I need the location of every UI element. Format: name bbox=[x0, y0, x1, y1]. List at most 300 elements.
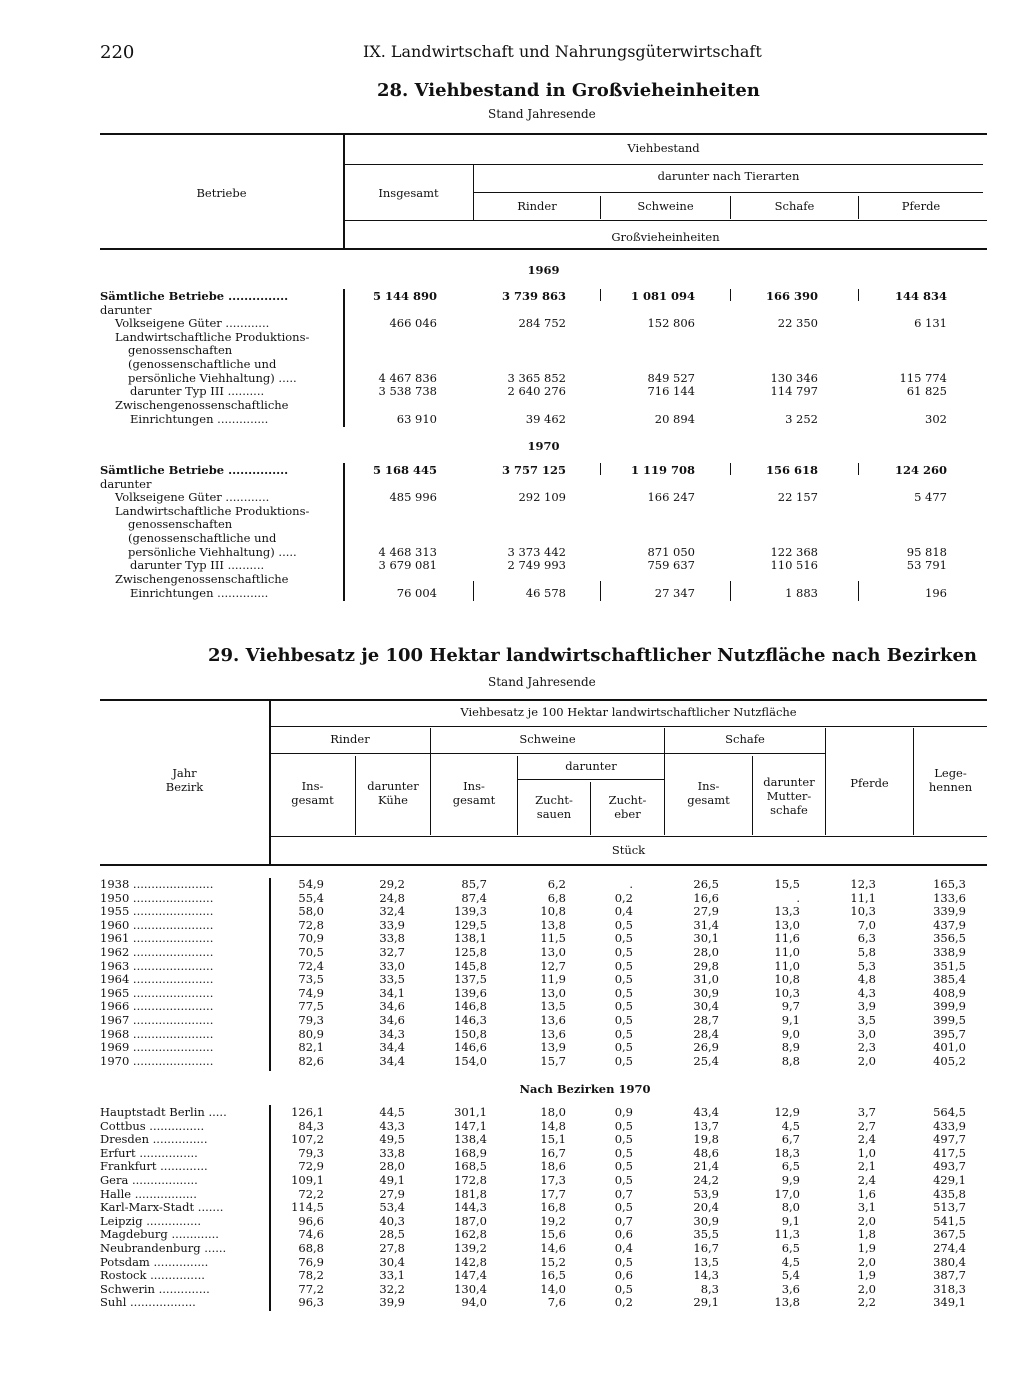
row-label: Einrichtungen .............. bbox=[130, 586, 269, 600]
table-cell: 30,1 bbox=[693, 931, 719, 946]
table-cell: 0,5 bbox=[614, 1200, 633, 1215]
table-cell: 44,5 bbox=[379, 1105, 405, 1119]
table-cell: 8,3 bbox=[700, 1281, 719, 1296]
row-label: Zwischengenossenschaftliche bbox=[115, 398, 289, 412]
table-cell: 5 168 445 bbox=[372, 463, 437, 477]
table-row bbox=[0, 1268, 1024, 1282]
col-legehennen-2: hennen bbox=[928, 780, 973, 794]
row-label: 1964 ...................... bbox=[100, 972, 214, 987]
table-cell: 0,6 bbox=[614, 1227, 633, 1242]
table-cell: 168,9 bbox=[454, 1145, 487, 1160]
table-cell: 63 910 bbox=[396, 412, 437, 426]
table-cell: 11,6 bbox=[774, 931, 800, 946]
col-mutterschafe-3: schafe bbox=[770, 803, 808, 817]
table-cell: 33,8 bbox=[379, 931, 405, 946]
col-schweine: Schweine bbox=[519, 732, 576, 746]
table-cell: 125,8 bbox=[454, 945, 487, 959]
row-label: 1968 ...................... bbox=[100, 1026, 214, 1041]
table-cell: 433,9 bbox=[933, 1118, 966, 1133]
rule bbox=[343, 289, 345, 427]
table-cell: 10,8 bbox=[774, 972, 800, 987]
table-cell: 139,6 bbox=[454, 985, 487, 1000]
table-cell: 15,2 bbox=[540, 1254, 566, 1269]
table-cell: 26,5 bbox=[693, 877, 719, 891]
table-row bbox=[0, 1146, 1024, 1160]
table-cell: 274,4 bbox=[933, 1241, 966, 1255]
table-cell: 9,7 bbox=[781, 999, 800, 1014]
col-mutterschafe-2: Mutter- bbox=[766, 789, 812, 803]
rule bbox=[269, 878, 271, 1071]
table-row bbox=[0, 490, 1024, 504]
table-row bbox=[0, 999, 1024, 1013]
table29-title: 29. Viehbesatz je 100 Hektar landwirtschaftlicher Nutzfläche nach Bezirken bbox=[208, 645, 977, 666]
table-cell: 5,3 bbox=[857, 958, 876, 973]
table-row bbox=[0, 1013, 1024, 1027]
table-cell: 137,5 bbox=[454, 972, 487, 987]
table-cell: 9,1 bbox=[781, 1213, 800, 1228]
year-1970: 1970 bbox=[527, 439, 560, 453]
table-cell: 0,7 bbox=[614, 1213, 633, 1228]
table-cell: 11,0 bbox=[774, 945, 800, 959]
table-cell: 34,3 bbox=[379, 1026, 405, 1041]
row-label: darunter Typ III .......... bbox=[130, 558, 265, 572]
table-row bbox=[0, 572, 1024, 586]
table-row bbox=[0, 1040, 1024, 1054]
table-cell: 77,2 bbox=[298, 1281, 324, 1296]
table-cell: 485 996 bbox=[389, 490, 437, 504]
row-label: 1966 ...................... bbox=[100, 999, 214, 1014]
table-cell: 72,8 bbox=[298, 917, 324, 932]
table-cell: 3 365 852 bbox=[507, 371, 566, 385]
row-label: Dresden ............... bbox=[100, 1132, 208, 1147]
table-cell: 138,4 bbox=[454, 1132, 487, 1147]
table-cell: 53,9 bbox=[693, 1186, 719, 1201]
table-cell: 493,7 bbox=[933, 1159, 966, 1174]
table-cell: 46 578 bbox=[525, 586, 566, 600]
table-cell: 172,8 bbox=[454, 1173, 487, 1187]
table-cell: 34,6 bbox=[379, 999, 405, 1014]
table-cell: 130 346 bbox=[770, 371, 818, 385]
table-cell: 94,0 bbox=[461, 1295, 487, 1310]
table-cell: 33,1 bbox=[379, 1268, 405, 1283]
table-cell: 53 791 bbox=[906, 558, 947, 572]
table-cell: 152 806 bbox=[647, 316, 695, 330]
table-cell: 114,5 bbox=[291, 1200, 324, 1215]
rule bbox=[343, 463, 345, 601]
table-cell: 20,4 bbox=[693, 1200, 719, 1215]
rule bbox=[473, 192, 983, 193]
rule bbox=[730, 289, 731, 301]
year-1969: 1969 bbox=[527, 263, 560, 277]
table-cell: . bbox=[629, 877, 633, 891]
row-label: 1970 ...................... bbox=[100, 1053, 214, 1068]
table-cell: 8,0 bbox=[781, 1200, 800, 1215]
row-label: Volkseigene Güter ............ bbox=[115, 490, 270, 504]
table-row bbox=[0, 289, 1024, 303]
table-cell: 73,5 bbox=[298, 972, 324, 987]
table-cell: 124 260 bbox=[894, 463, 947, 477]
table-cell: 156 618 bbox=[765, 463, 818, 477]
row-label: Einrichtungen .............. bbox=[130, 412, 269, 426]
table-cell: 0,2 bbox=[614, 890, 633, 905]
table-cell: 82,6 bbox=[298, 1053, 324, 1068]
table-cell: 3,6 bbox=[781, 1281, 800, 1296]
table-row bbox=[0, 357, 1024, 371]
row-label: Sämtliche Betriebe ............... bbox=[100, 289, 289, 303]
table-cell: 385,4 bbox=[933, 972, 966, 987]
table-cell: 168,5 bbox=[454, 1159, 487, 1174]
table-cell: 8,8 bbox=[781, 1053, 800, 1068]
table-cell: 80,9 bbox=[298, 1026, 324, 1041]
col-schafe: Schafe bbox=[725, 732, 765, 746]
table-cell: 17,3 bbox=[540, 1173, 566, 1187]
table-row bbox=[0, 1187, 1024, 1201]
table-cell: 2 749 993 bbox=[507, 558, 566, 572]
row-label: Neubrandenburg ...... bbox=[100, 1241, 227, 1255]
table-cell: 14,8 bbox=[540, 1118, 566, 1133]
table-cell: 144,3 bbox=[454, 1200, 487, 1215]
rule bbox=[343, 220, 987, 221]
rule bbox=[269, 836, 987, 837]
table-cell: 9,9 bbox=[781, 1173, 800, 1187]
row-label: 1950 ...................... bbox=[100, 890, 214, 905]
table-cell: 129,5 bbox=[454, 917, 487, 932]
table-cell: 28,0 bbox=[693, 945, 719, 959]
col-rinder-gesamt: gesamt bbox=[291, 793, 334, 807]
col-pferde: Pferde bbox=[850, 776, 889, 790]
table-cell: 77,5 bbox=[298, 999, 324, 1014]
table-row bbox=[0, 316, 1024, 330]
row-label: darunter Typ III .......... bbox=[130, 384, 265, 398]
table-cell: 15,6 bbox=[540, 1227, 566, 1242]
table-cell: 33,5 bbox=[379, 972, 405, 987]
col-schweine: Schweine bbox=[637, 199, 694, 213]
table-cell: 33,0 bbox=[379, 958, 405, 973]
table-cell: 29,8 bbox=[693, 958, 719, 973]
table-cell: 39,9 bbox=[379, 1295, 405, 1310]
table-row bbox=[0, 303, 1024, 317]
table-cell: 1,6 bbox=[857, 1186, 876, 1201]
table-cell: 34,6 bbox=[379, 1013, 405, 1027]
table-cell: 133,6 bbox=[933, 890, 966, 905]
table-cell: 187,0 bbox=[454, 1213, 487, 1228]
table-row bbox=[0, 1132, 1024, 1146]
col-kuehe-darunter: darunter bbox=[367, 779, 419, 793]
table-cell: 166 390 bbox=[765, 289, 818, 303]
table-cell: 0,4 bbox=[614, 904, 633, 919]
table-cell: 144 834 bbox=[894, 289, 947, 303]
rule bbox=[343, 164, 983, 165]
table-cell: 12,9 bbox=[774, 1105, 800, 1119]
table-cell: 9,1 bbox=[781, 1013, 800, 1027]
rule bbox=[858, 581, 859, 601]
table-cell: 31,4 bbox=[693, 917, 719, 932]
table-cell: 84,3 bbox=[298, 1118, 324, 1133]
table-cell: 181,8 bbox=[454, 1186, 487, 1201]
rule bbox=[100, 864, 987, 866]
table-cell: 95 818 bbox=[906, 545, 947, 559]
table-cell: 162,8 bbox=[454, 1227, 487, 1242]
table-cell: 110 516 bbox=[770, 558, 818, 572]
table-cell: 27,9 bbox=[379, 1186, 405, 1201]
table-cell: 716 144 bbox=[647, 384, 695, 398]
table-cell: 6,5 bbox=[781, 1241, 800, 1255]
table-cell: 196 bbox=[925, 586, 947, 600]
table-cell: 10,8 bbox=[540, 904, 566, 919]
table-row bbox=[0, 904, 1024, 918]
table-cell: 146,6 bbox=[454, 1040, 487, 1055]
table-cell: 4 467 836 bbox=[378, 371, 437, 385]
table-cell: 395,7 bbox=[933, 1026, 966, 1041]
page-number: 220 bbox=[100, 42, 135, 63]
table-cell: 6,3 bbox=[857, 931, 876, 946]
rule bbox=[100, 133, 987, 135]
table-cell: 139,3 bbox=[454, 904, 487, 919]
table-cell: 11,3 bbox=[774, 1227, 800, 1242]
table-cell: 166 247 bbox=[647, 490, 695, 504]
table-cell: 0,5 bbox=[614, 985, 633, 1000]
table-cell: 34,1 bbox=[379, 985, 405, 1000]
col-schafe: Schafe bbox=[774, 199, 815, 213]
table-cell: 25,4 bbox=[693, 1053, 719, 1068]
table-cell: 3 739 863 bbox=[501, 289, 566, 303]
table-cell: 34,4 bbox=[379, 1040, 405, 1055]
table-cell: 15,5 bbox=[774, 877, 800, 891]
table-cell: 14,0 bbox=[540, 1281, 566, 1296]
table-row bbox=[0, 1214, 1024, 1228]
table-cell: 27 347 bbox=[654, 586, 695, 600]
table-cell: 11,1 bbox=[850, 890, 876, 905]
table-cell: 43,3 bbox=[379, 1118, 405, 1133]
table-cell: 437,9 bbox=[933, 917, 966, 932]
table-cell: 2 640 276 bbox=[507, 384, 566, 398]
table-cell: 115 774 bbox=[899, 371, 947, 385]
table-cell: 78,2 bbox=[298, 1268, 324, 1283]
table-cell: 40,3 bbox=[379, 1213, 405, 1228]
table-row bbox=[0, 545, 1024, 559]
table-row bbox=[0, 343, 1024, 357]
table-cell: 20 894 bbox=[654, 412, 695, 426]
table-cell: 10,3 bbox=[774, 985, 800, 1000]
table-cell: 32,4 bbox=[379, 904, 405, 919]
table-cell: 13,8 bbox=[774, 1295, 800, 1310]
table-row bbox=[0, 517, 1024, 531]
table-cell: 107,2 bbox=[291, 1132, 324, 1147]
table-cell: 13,6 bbox=[540, 1013, 566, 1027]
table-cell: 356,5 bbox=[933, 931, 966, 946]
row-label: Potsdam ............... bbox=[100, 1254, 209, 1269]
col-darunter: darunter nach Tierarten bbox=[657, 169, 800, 183]
row-label: 1969 ...................... bbox=[100, 1040, 214, 1055]
table-cell: 408,9 bbox=[933, 985, 966, 1000]
row-label: Halle ................. bbox=[100, 1186, 197, 1201]
table-cell: 1 883 bbox=[785, 586, 818, 600]
table-cell: 6,5 bbox=[781, 1159, 800, 1174]
table-cell: 0,5 bbox=[614, 972, 633, 987]
col-jahr: Jahr bbox=[172, 766, 197, 780]
rule bbox=[269, 753, 825, 754]
table-cell: 5,8 bbox=[857, 945, 876, 959]
table-row bbox=[0, 1282, 1024, 1296]
table-cell: 0,5 bbox=[614, 1173, 633, 1187]
table-cell: 76,9 bbox=[298, 1254, 324, 1269]
table-row bbox=[0, 558, 1024, 572]
table-row bbox=[0, 986, 1024, 1000]
table-cell: 541,5 bbox=[933, 1213, 966, 1228]
col-schweine-gesamt: gesamt bbox=[452, 793, 496, 807]
table-row bbox=[0, 1295, 1024, 1309]
col-zuchteber-2: eber bbox=[614, 807, 641, 821]
table-cell: 146,3 bbox=[454, 1013, 487, 1027]
table-cell: 4,5 bbox=[781, 1118, 800, 1133]
table-cell: 16,7 bbox=[540, 1145, 566, 1160]
table-cell: 435,8 bbox=[933, 1186, 966, 1201]
table-cell: 284 752 bbox=[518, 316, 566, 330]
table-row bbox=[0, 972, 1024, 986]
table-cell: . bbox=[796, 890, 800, 905]
table-cell: 74,6 bbox=[298, 1227, 324, 1242]
table-cell: 96,3 bbox=[298, 1295, 324, 1310]
row-label: persönliche Viehhaltung) ..... bbox=[128, 545, 297, 559]
table-cell: 16,5 bbox=[540, 1268, 566, 1283]
table-cell: 13,5 bbox=[540, 999, 566, 1014]
table-cell: 6,7 bbox=[781, 1132, 800, 1147]
row-label: genossenschaften bbox=[128, 343, 233, 357]
table-cell: 17,0 bbox=[774, 1186, 800, 1201]
row-label: Zwischengenossenschaftliche bbox=[115, 572, 289, 586]
table-cell: 0,5 bbox=[614, 1254, 633, 1269]
table-row bbox=[0, 891, 1024, 905]
table-cell: 39 462 bbox=[525, 412, 566, 426]
row-label: Volkseigene Güter ............ bbox=[115, 316, 270, 330]
table-cell: 367,5 bbox=[933, 1227, 966, 1242]
row-label: Frankfurt ............. bbox=[100, 1159, 208, 1174]
table-cell: 29,1 bbox=[693, 1295, 719, 1310]
table-row bbox=[0, 1119, 1024, 1133]
table-row bbox=[0, 1027, 1024, 1041]
table-row bbox=[0, 1105, 1024, 1119]
table-cell: 79,3 bbox=[298, 1145, 324, 1160]
table-cell: 146,8 bbox=[454, 999, 487, 1014]
table-cell: 147,4 bbox=[454, 1268, 487, 1283]
table-cell: 19,8 bbox=[693, 1132, 719, 1147]
table-row bbox=[0, 1241, 1024, 1255]
table-cell: 14,6 bbox=[540, 1241, 566, 1255]
row-label: darunter bbox=[100, 477, 152, 491]
table-cell: 18,3 bbox=[774, 1145, 800, 1160]
table-cell: 43,4 bbox=[693, 1105, 719, 1119]
col-viehbestand: Viehbestand bbox=[627, 141, 700, 155]
table-cell: 1 081 094 bbox=[630, 289, 695, 303]
table-cell: 15,7 bbox=[540, 1053, 566, 1068]
table-cell: 35,5 bbox=[693, 1227, 719, 1242]
rule bbox=[269, 726, 987, 727]
row-label: Hauptstadt Berlin ..... bbox=[100, 1105, 227, 1119]
table-cell: 5 144 890 bbox=[372, 289, 437, 303]
table-cell: 3 538 738 bbox=[378, 384, 437, 398]
table-cell: 49,5 bbox=[379, 1132, 405, 1147]
col-insgesamt: Insgesamt bbox=[378, 186, 439, 200]
chapter-title: IX. Landwirtschaft und Nahrungsgüterwirtschaft bbox=[363, 42, 762, 61]
table-cell: 18,6 bbox=[540, 1159, 566, 1174]
row-label: Magdeburg ............. bbox=[100, 1227, 219, 1242]
table-row bbox=[0, 931, 1024, 945]
table-row bbox=[0, 1173, 1024, 1187]
table-cell: 165,3 bbox=[933, 877, 966, 891]
table-cell: 28,0 bbox=[379, 1159, 405, 1174]
table-cell: 13,3 bbox=[774, 904, 800, 919]
table-cell: 12,7 bbox=[540, 958, 566, 973]
col-betriebe: Betriebe bbox=[196, 186, 247, 200]
table-cell: 87,4 bbox=[461, 890, 487, 905]
row-label: Suhl .................. bbox=[100, 1295, 196, 1310]
table-cell: 13,9 bbox=[540, 1040, 566, 1055]
table-cell: 0,5 bbox=[614, 917, 633, 932]
col-zuchtsauen-1: Zucht- bbox=[535, 793, 573, 807]
col-main: Viehbesatz je 100 Hektar landwirtschaftlicher Nutzfläche bbox=[460, 705, 797, 719]
table-row bbox=[0, 371, 1024, 385]
table-cell: 3,1 bbox=[857, 1200, 876, 1215]
table-cell: 4,5 bbox=[781, 1254, 800, 1269]
section-nach-bezirken: Nach Bezirken 1970 bbox=[519, 1082, 651, 1096]
table-cell: 380,4 bbox=[933, 1254, 966, 1269]
table-cell: 0,5 bbox=[614, 1013, 633, 1027]
table-cell: 122 368 bbox=[770, 545, 818, 559]
rule bbox=[730, 463, 731, 475]
col-legehennen-1: Lege- bbox=[934, 766, 967, 780]
table-cell: 7,0 bbox=[857, 917, 876, 932]
table-cell: 1 119 708 bbox=[630, 463, 695, 477]
rule bbox=[600, 289, 601, 301]
rule bbox=[517, 779, 664, 780]
table-cell: 15,1 bbox=[540, 1132, 566, 1147]
table-cell: 0,5 bbox=[614, 945, 633, 959]
table-cell: 14,3 bbox=[693, 1268, 719, 1283]
table-cell: 109,1 bbox=[291, 1173, 324, 1187]
rule bbox=[600, 581, 601, 601]
table-cell: 399,9 bbox=[933, 999, 966, 1014]
col-bezirk: Bezirk bbox=[165, 780, 204, 794]
table-cell: 302 bbox=[925, 412, 947, 426]
row-label: 1962 ...................... bbox=[100, 945, 214, 959]
table-row bbox=[0, 330, 1024, 344]
row-label: 1955 ...................... bbox=[100, 904, 214, 919]
row-label: 1938 ...................... bbox=[100, 877, 214, 891]
table-cell: 4,8 bbox=[857, 972, 876, 987]
table-cell: 28,5 bbox=[379, 1227, 405, 1242]
table-cell: 85,7 bbox=[461, 877, 487, 891]
table-cell: 0,5 bbox=[614, 999, 633, 1014]
table-cell: 5 477 bbox=[914, 490, 947, 504]
table-cell: 30,4 bbox=[379, 1254, 405, 1269]
rule bbox=[269, 1105, 271, 1311]
row-label: Sämtliche Betriebe ............... bbox=[100, 463, 289, 477]
row-label: 1965 ...................... bbox=[100, 985, 214, 1000]
table-cell: 1,9 bbox=[857, 1268, 876, 1283]
rule bbox=[858, 289, 859, 301]
table-cell: 7,6 bbox=[547, 1295, 566, 1310]
row-label: 1963 ...................... bbox=[100, 958, 214, 973]
row-label: persönliche Viehhaltung) ..... bbox=[128, 371, 297, 385]
table-cell: 0,5 bbox=[614, 1281, 633, 1296]
table-cell: 130,4 bbox=[454, 1281, 487, 1296]
table-cell: 24,2 bbox=[693, 1173, 719, 1187]
row-label: genossenschaften bbox=[128, 517, 233, 531]
row-label: (genossenschaftliche und bbox=[128, 531, 277, 545]
table-cell: 351,5 bbox=[933, 958, 966, 973]
table-row bbox=[0, 477, 1024, 491]
table-cell: 2,4 bbox=[857, 1132, 876, 1147]
